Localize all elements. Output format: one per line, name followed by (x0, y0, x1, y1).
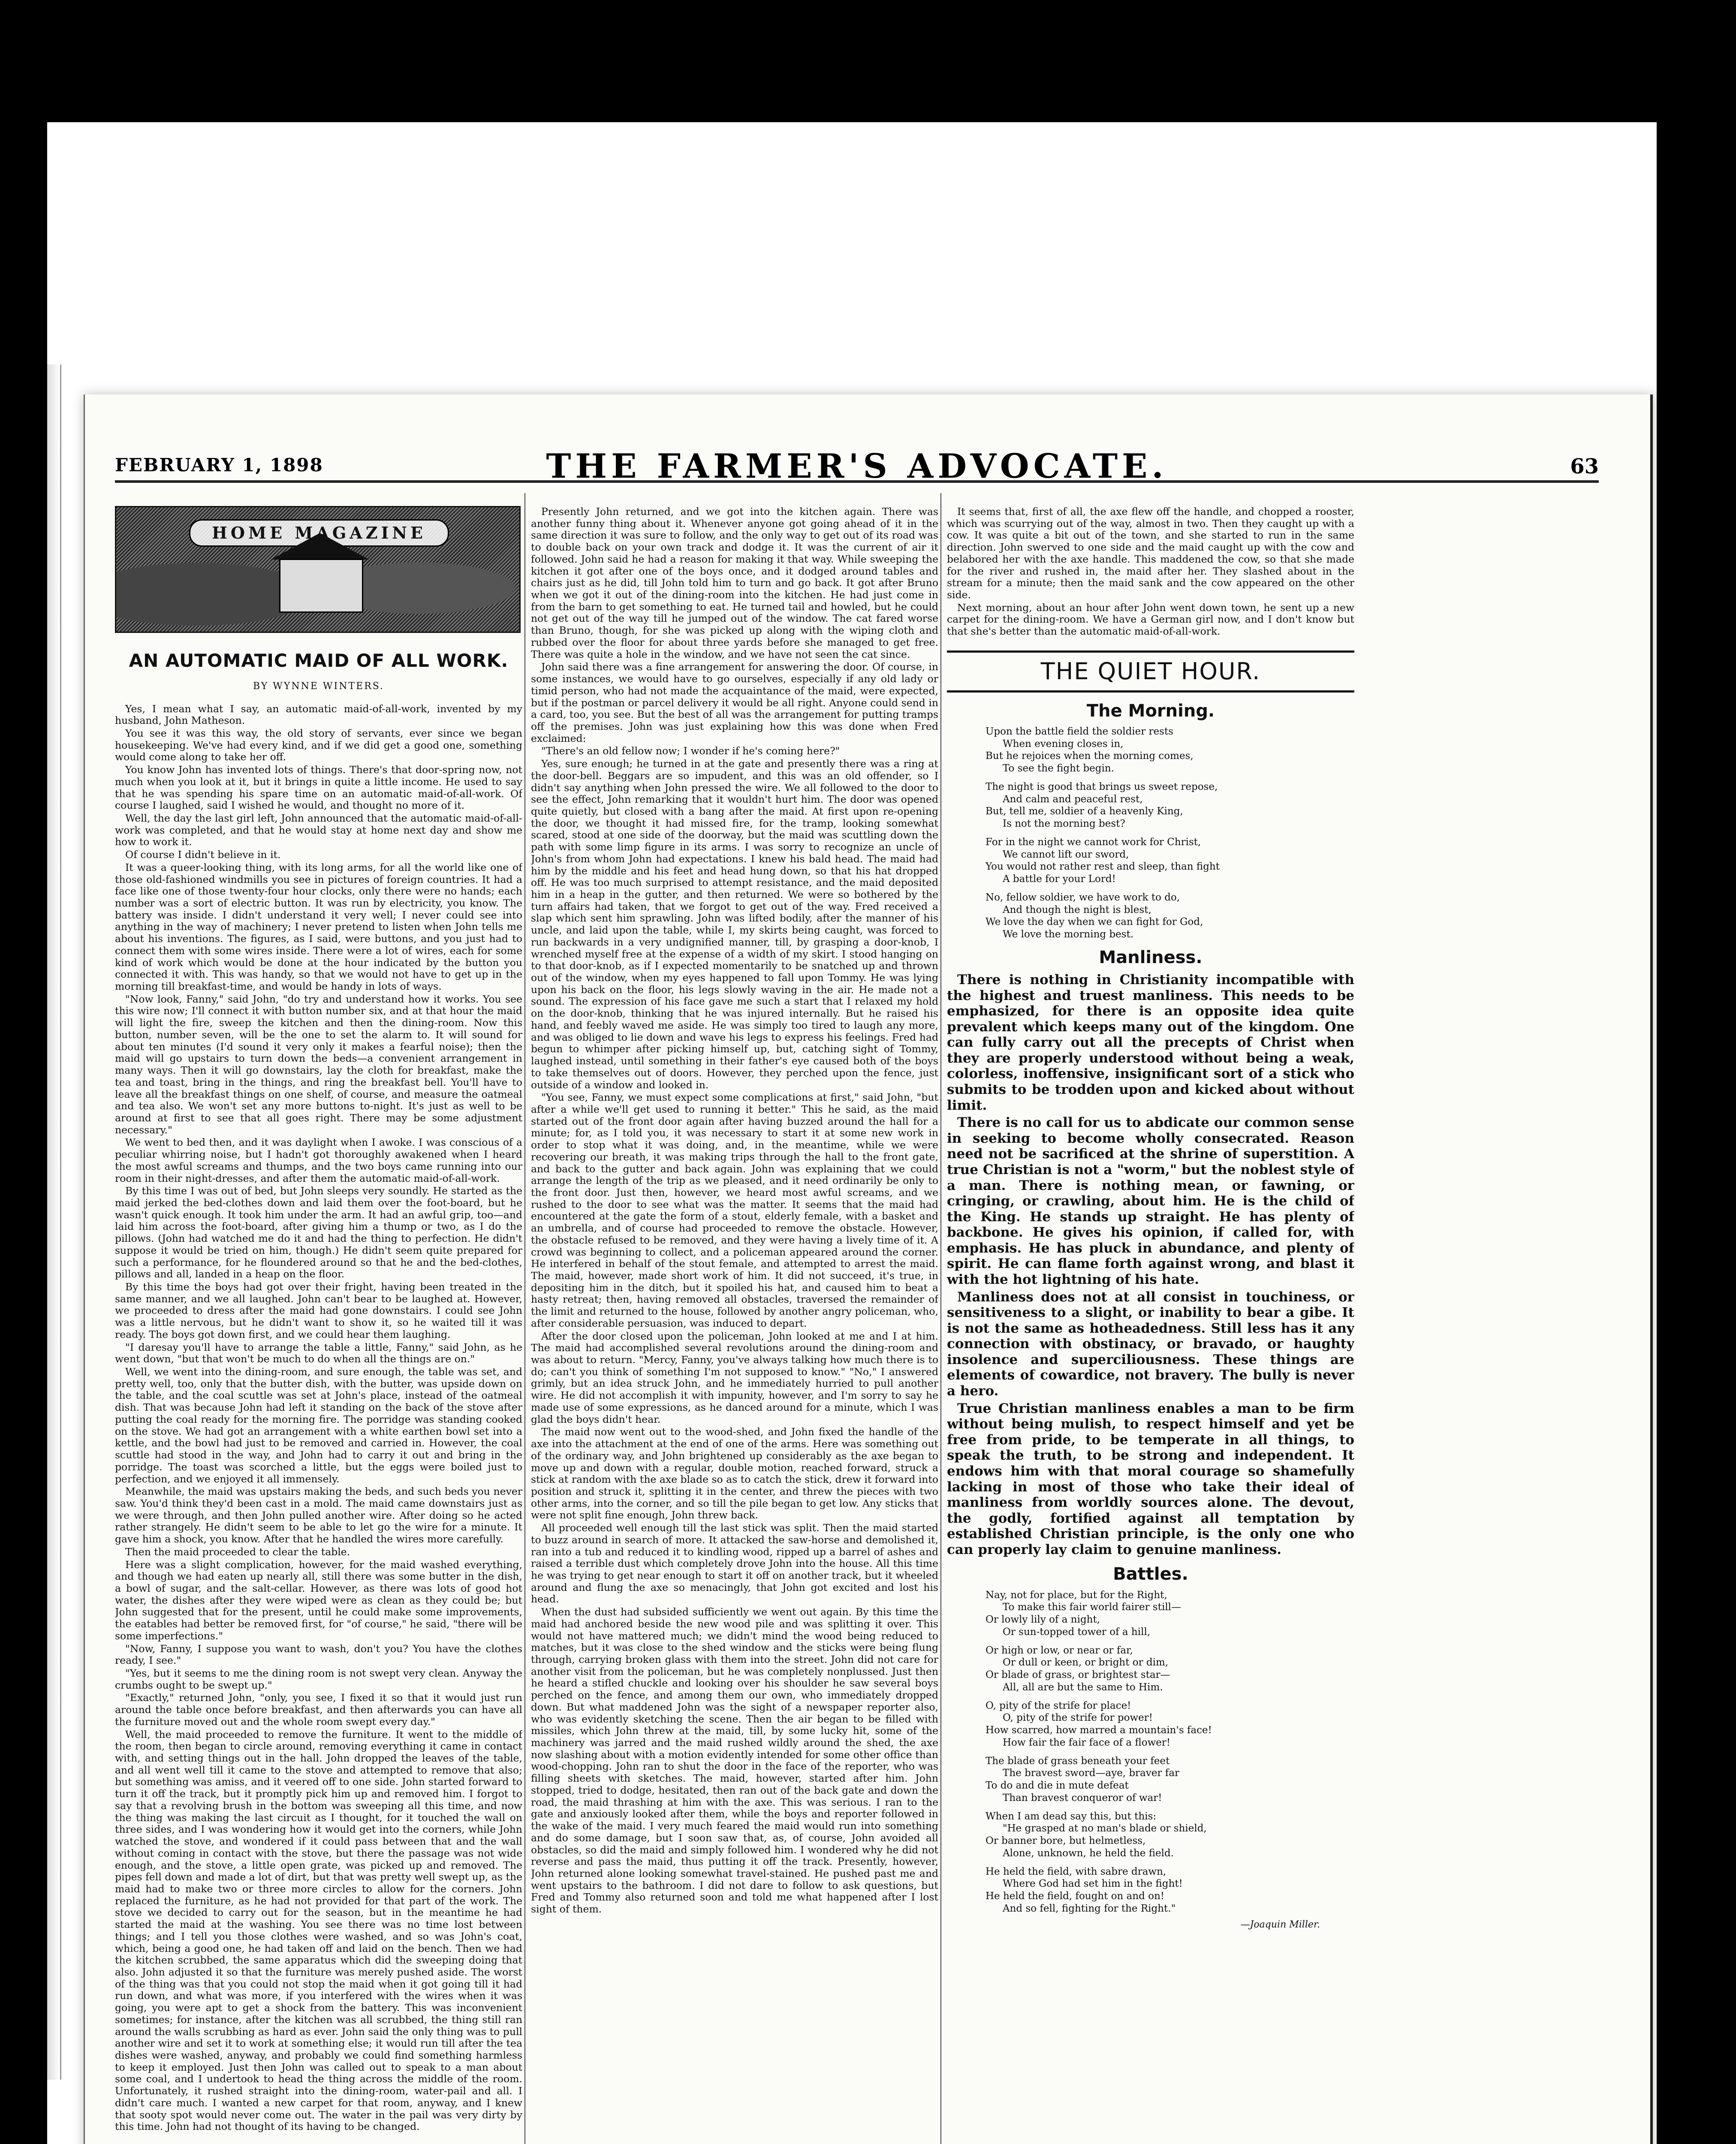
poem-line: But he rejoices when the morning comes, (986, 750, 1194, 762)
poem-line: Is not the morning best? (1003, 818, 1125, 830)
manliness-body (947, 972, 1354, 1557)
poem-line: To make this fair world fairer still— (1003, 1602, 1181, 1613)
poem-line: To do and die in mute defeat (986, 1780, 1129, 1792)
poem-line: Than bravest conqueror of war! (1003, 1792, 1162, 1804)
engraving-banner: HOME MAGAZINE (189, 519, 449, 547)
manliness-paragraph: Manliness does not at all consist in touchiness, or sensitiveness to a slight, or inability to bear a gibe. It is not the same as hotheadedness. Still less has it any connection with obstinacy, or bravado, or haughty insolence and superciliousness. These things are elements of cowardice, not bravery. The bully is never a hero. (947, 1289, 1354, 1399)
manliness-title: Manliness. (1099, 947, 1203, 967)
poem-line: O, pity of the strife for power! (1003, 1712, 1153, 1724)
poem-line: We cannot lift our sword, (1003, 849, 1129, 860)
poem-line: How scarred, how marred a mountain's face! (986, 1725, 1212, 1736)
article-paragraph: We went to bed then, and it was daylight when I awoke. I was conscious of a peculiar whirring noise, but I hadn't got thoroughly awakened when I heard the most awful screams and thumps, and the two boys came running into our room in their night-dresses, and after them the automatic maid-of-all-work. (115, 1136, 522, 1184)
stanza-gap (986, 775, 1354, 781)
manliness-paragraph: There is no call for us to abdicate our common sense in seeking to become wholly consecrated. Reason need not be sacrificed at the shrine of superstition. A true Christian is not a "worm," but the noblest style of a man. There is nothing mean, or fawning, or cringing, or crawling, about him. He is the child of the King. He stands up straight. He has plenty of backbone. He gives his opinion, if called for, with emphasis. He has pluck in abundance, and plenty of spirit. He can flame forth against wrong, and blast it with the hot lightning of his hate. (947, 1115, 1354, 1287)
page-header (115, 447, 1599, 486)
poem-line: Or dull or keen, or bright or dim, (1003, 1657, 1169, 1668)
article-paragraph: It seems that, first of all, the axe flew off the handle, and chopped a rooster, which was scurrying out of the way, almost in two. Then they caught up with a cow. It was quite a bit out of the town, and she started to run in the same direction. John swerved to one side and the maid caught up with the cow and belabored her with the axe handle. This maddened the cow, so that she made for the river and rushed in, the maid after her. They slashed about in the stream for a minute; then the maid sank and the cow appeared on the other side. (947, 506, 1354, 601)
poem-author: —Joaquin Miller. (1240, 1919, 1320, 1930)
manliness-paragraph: True Christian manliness enables a man to be firm without being mulish, to respect himself and yet be free from pride, to be temperate in all things, to speak the truth, to be strong and independent. It endows him with that moral courage so shamefully lacking in most of those who take their ideal of manliness from worldly sources alone. The devout, the godly, fortified against all temptation by established Christian principle, is the only one who can properly lay claim to genuine manliness. (947, 1400, 1354, 1557)
article-paragraph: "Now, Fanny, I suppose you want to wash, don't you? You have the clothes ready, I see." (115, 1642, 522, 1667)
article-paragraph: By this time I was out of bed, but John sleeps very soundly. He started as the maid jerked the bed-clothes down and laid them over the foot-board, but he wasn't quick enough. It took him under the arm. It had an awful grip, too—and laid him across the foot-board, after giving him a thump or two, as I do the pillows. (John had watched me do it and had the thing to perfection. He didn't suppose it would be tried on him, though.) He didn't seem quite prepared for such a performance, for he floundered around so that he and the bed-clothes, pillows and all, landed in a heap on the floor. (115, 1185, 522, 1280)
poem-line: He held the field, with sabre drawn, (986, 1866, 1166, 1877)
morning-poem-title: The Morning. (1086, 701, 1215, 721)
poem-line: The blade of grass beneath your feet (986, 1755, 1170, 1767)
poem-line: To see the fight begin. (1003, 763, 1114, 774)
morning-poem (986, 726, 1354, 941)
article-paragraph: Meanwhile, the maid was upstairs making the beds, and such beds you never saw. You'd think they'd been cast in a mold. The maid came downstairs just as we were through, and then John pulled another wire. After doing so he acted rather strangely. He didn't seem to be able to let go the wire for a minute. It gave him a shock, you know. After that he handled the wires more carefully. (115, 1485, 522, 1545)
article-paragraph: By this time the boys had got over their fright, having been treated in the same manner, and we all laughed. John can't bear to be laughed at. However, we proceeded to dress after the maid had gone downstairs. I could see John was a little nervous, but he didn't want to show it, so he waited till it was ready. The boys got down first, and we could hear them laughing. (115, 1281, 522, 1340)
poem-line: We love the morning best. (1003, 929, 1134, 940)
poem-line: O, pity of the strife for place! (986, 1700, 1131, 1711)
poem-line: Where God had set him in the fight! (1003, 1878, 1183, 1890)
article-body-continued (531, 506, 938, 1915)
article-paragraph: "Yes, but it seems to me the dining room is not swept very clean. Anyway the crumbs ought to be swept up." (115, 1667, 522, 1691)
engraving-house-roof (271, 533, 369, 560)
manliness-paragraph: There is nothing in Christianity incompatible with the highest and truest manliness. This needs to be emphasized, for there is an opposite idea quite prevalent which keeps many out of the kingdom. One can fully carry out all the precepts of Christ when they are properly understood without being a weak, colorless, inoffensive, insignificant sort of a stick who submits to be trodden upon and kicked about without limit. (947, 972, 1354, 1113)
column-1 (115, 506, 522, 2144)
page-number: 63 (1570, 455, 1599, 479)
poem-line: The bravest sword—aye, braver far (1003, 1768, 1180, 1779)
article-byline: BY WYNNE WINTERS. (253, 681, 385, 692)
poem-line: Or high or low, or near or far, (986, 1644, 1133, 1656)
home-magazine-engraving (115, 506, 521, 633)
poem-line: The night is good that brings us sweet repose, (986, 781, 1218, 792)
stanza-gap (986, 1694, 1354, 1700)
article-paragraph: John said there was a fine arrangement for answering the door. Of course, in some instances, we would have to go ourselves, especially if any old lady or timid person, who had not made the acquaintance of the maid, were expected, but if the postman or parcel delivery it would be all right. Anyone could send in a card, too, you see. But the best of all was the arrangement for putting tramps off the premises. John was just explaining how this was done when Fred exclaimed: (531, 661, 938, 744)
scan-border-top (0, 0, 1736, 122)
poem-line: Or lowly lily of a night, (986, 1614, 1100, 1626)
article-paragraph: "Now look, Fanny," said John, "do try and understand how it works. You see this wire now; I'll connect it with button number six, and at that hour the maid will light the fire, sweep the kitchen and then the dining-room. Now this button, number seven, will be the one to set the alarm to. It will sound for about ten minutes (I'd sound it very only it makes a fearful noise); then the maid will go upstairs to turn down the beds—a convenient arrangement in many ways. Then it will go downstairs, lay the cloth for breakfast, make the tea and toast, bring in the things, and ring the breakfast bell. You'll have to leave all the breakfast things on one shelf, of course, and measure the oatmeal and tea also. We won't set any more buttons to-night. It's just as well to be around at first to see that all goes right. There may be some adjustment necessary." (115, 993, 522, 1136)
article-paragraph: Then the maid proceeded to clear the table. (125, 1545, 350, 1558)
stanza-gap (986, 1860, 1354, 1866)
article-paragraph: Presently John returned, and we got into the kitchen again. There was another funny thing about it. Whenever anyone got going ahead of it in the same direction it was sure to follow, and the only way to get out of its road was to double back on your own track and dodge it. It was the current of air it followed. John said he had a reason for making it that way. While sweeping the kitchen it got after one of the boys once, and it dodged around tables and chairs just as he did, till John told him to turn and go back. It got after Bruno when we got it out of the dining-room into the kitchen. He had just come in from the barn to get something to eat. He turned tail and howled, but he could not get out of the way till he jumped out of the window. The cat fared worse than Bruno, though, for she was picked up along with the wiping cloth and rubbed over the floor for about three yards before she managed to get free. There was quite a hole in the window, and we have not seen the cat since. (531, 506, 938, 660)
poem-line: Nay, not for place, but for the Right, (986, 1589, 1167, 1601)
article-paragraph: Yes, sure enough; he turned in at the gate and presently there was a ring at the door-bell. Beggars are so impudent, and this was an old offender, so I didn't say anything when John pressed the wire. We all followed to the door to see the effect, John remarking that it wouldn't hurt him. The door was opened quite quietly, but closed with a bang after the maid. At first upon re-opening the door, we thought it had missed fire, for the tramp, looking somewhat scared, stood at one side of the doorway, but the maid was scuttling down the path with some limp figure in its arms. I was sorry to recognize an uncle of John's from whom John had expectations. I knew his bald head. The maid had him by the middle and his feet and head hung down, so that his hat dropped off. He was too much surprised to attempt resistance, and the maid deposited him in a heap in the gutter, and then returned. We were so bothered by the turn affairs had taken, that we forgot to get out of the way. Fred received a slap which sent him sprawling. John was lifted bodily, after the manner of his uncle, and laid upon the table, while I, my skirts being caught, was forced to run backwards in a very undignified manner, till, by grasping a door-knob, I wrenched myself free at the expense of a width of my skirt. I stood hanging on to that door-knob, as if I expected momentarily to be snatched up and thrown out of the window, when my eyes happened to fall upon Tommy. He was lying upon his back on the floor, his legs slowly waving in the air. He made not a sound. The expression of his face gave me such a start that I relaxed my hold on the door-knob, thinking that he was injured internally. But he raised his hand, and feebly waved me aside. He was simply too tired to laugh any more, and was obliged to lie down and wave his legs to express his feelings. Fred had begun to whimper after picking himself up, but, catching sight of Tommy, laughed instead, until something in their father's eye caused both of the boys to take themselves out of doors. However, they perched upon the fence, just outside of a window and looked in. (531, 758, 938, 1091)
quiet-hour-title: THE QUIET HOUR. (947, 650, 1354, 693)
column-rule (524, 493, 525, 2144)
article-paragraph: Well, we went into the dining-room, and sure enough, the table was set, and pretty well, too, only that the butter dish, with the butter, was upside down on the table, and the coal scuttle was set at John's place, instead of the oatmeal dish. That was because John had left it standing on the back of the stove after putting the coal ready for the morning fire. The porridge was standing cooked on the stove. We had got an arrangement with a white earthen bowl set into a kettle, and the bowl had just to be removed and carried in. However, the coal scuttle had stood in the way, and John had to carry it out and bring in the porridge. The toast was scorched a little, but the eggs were boiled just to perfection, and we enjoyed it all immensely. (115, 1366, 522, 1485)
poem-line: Or sun-topped tower of a hill, (1003, 1626, 1151, 1638)
stanza-gap (986, 1749, 1354, 1755)
battles-poem (986, 1589, 1354, 1915)
stanza-gap (986, 885, 1354, 891)
poem-line: And calm and peaceful rest, (1003, 793, 1143, 805)
article-paragraph: Yes, I mean what I say, an automatic maid-of-all-work, invented by my husband, John Matheson. (115, 702, 522, 727)
article-paragraph: "I daresay you'll have to arrange the table a little, Fanny," said John, as he went down, "but that won't be much to do when all the things are on." (115, 1341, 522, 1365)
scan-border-left (0, 0, 47, 2144)
poem-line: When I am dead say this, but this: (986, 1810, 1157, 1822)
poem-line: Upon the battle field the soldier rests (986, 726, 1174, 737)
poem-line: He held the field, fought on and on! (986, 1891, 1165, 1902)
article-paragraph: "There's an old fellow now; I wonder if he's coming here?" (541, 745, 840, 757)
poem-line: How fair the fair face of a flower! (1003, 1737, 1171, 1748)
article-paragraph: You see it was this way, the old story of servants, ever since we began housekeeping. We've had every kind, and if we did get a good one, something would come along to take her off. (115, 727, 522, 763)
scan-border-right (1657, 0, 1736, 2144)
article-paragraph: Of course I didn't believe in it. (125, 849, 281, 861)
poem-line: No, fellow soldier, we have work to do, (986, 891, 1180, 903)
article-title: AN AUTOMATIC MAID OF ALL WORK. (129, 650, 509, 671)
article-paragraph: The maid now went out to the wood-shed, and John fixed the handle of the axe into the attachment at the end of one of the arms. Here was something out of the ordinary way, and John brightened up considerably as the axe began to move up and down with a regular, double motion, reached forward, struck a stick at random with the axe blade so as to catch the stick, drew it forward into position and struck it, splitting it in the center, and threw the pieces with two other arms, into the corner, and so till the pile began to get low. Any sticks that were not split fine enough, John threw back. (531, 1426, 938, 1521)
poem-line: And so fell, fighting for the Right." (1003, 1903, 1176, 1914)
stanza-gap (986, 1804, 1354, 1810)
article-paragraph: It was a queer-looking thing, with its long arms, for all the world like one of those old-fashioned windmills you see in pictures of foreign countries. It had a face like one of those twenty-four hour clocks, only there were no hands; each number was a sort of electric button. It was run by electricity, you know. The battery was inside. I didn't understand it very well; I never could see into anything in the way of machinery; I never pretend to listen when John tells me about his inventions. The figures, as I said, were buttons, and you just had to connect them with some wires inside. There were a lot of wires, each for some kind of work which would be done at the hour indicated by the button you connected it with. This was handy, so that we would not have to get up in the morning till breakfast-time, and would be handy in lots of ways. (115, 861, 522, 993)
poem-line: Alone, unknown, he held the field. (1003, 1847, 1174, 1859)
previous-page-edge (47, 364, 61, 2080)
engraving-house (279, 559, 363, 613)
column-2 (531, 506, 938, 2144)
column-3 (947, 506, 1354, 2144)
poem-line: We love the day when we can fight for God, (986, 916, 1203, 928)
article-paragraph: Here was a slight complication, however, for the maid washed everything, and though we had eaten up nearly all, still there was some butter in the dish, a bowl of sugar, and the salt-cellar. However, as there was lots of good hot water, the dishes after they were wiped were as clean as they could be; but John suggested that for the present, until he could make some improvements, the eatables had better be removed first, for "of course," he said, "there will be some imperfections." (115, 1558, 522, 1642)
header-date: FEBRUARY 1, 1898 (115, 455, 323, 476)
poem-line: Or banner bore, but helmetless, (986, 1835, 1146, 1847)
article-paragraph: Well, the day the last girl left, John announced that the automatic maid-of-all-work was completed, and that he would stay at home next day and show me how to work it. (115, 812, 522, 848)
poem-line: A battle for your Lord! (1003, 873, 1116, 885)
article-body (115, 703, 522, 2133)
poem-line: But, tell me, soldier of a heavenly King, (986, 806, 1183, 817)
poem-line: All, all are but the same to Him. (1003, 1681, 1163, 1693)
publication-title: THE FARMER'S ADVOCATE. (546, 447, 1168, 486)
article-paragraph: When the dust had subsided sufficiently we went out again. By this time the maid had anchored beside the new wood pile and was splitting it over. This would not have mattered much; we didn't mind the wood being reduced to matches, but it was close to the shed window and the sticks were being flung through, carrying broken glass with them into the street. John did not care for another visit from the policeman, but he was completely nonplussed. Just then he heard a stifled chuckle and looking over his shoulder he saw several boys perched on the fence, and among them our own, who immediately dropped down. But what maddened John was the sight of a newspaper reporter also, who was evidently sketching the scene. Then the air began to be filled with missiles, which John threw at the maid, till, by some lucky hit, some of the machinery was jarred and the maid rushed wildly around the shed, the axe now slashing about with a motion evidently intended for some other office than wood-chopping. John ran to shut the door in the face of the reporter, who was filling sheets with sketches. The maid, however, started after him. John stopped, tried to dodge, hesitated, then ran out of the back gate and down the road, the maid thrashing at him with the axe. This was serious. I ran to the gate and anxiously looked after them, while the boys and reporter followed in the wake of the maid. I very much feared the maid would run into something and do some damage, but I soon saw that, as, of course, John avoided all obstacles, so did the maid and simply followed him. I wondered why he did not reverse and pass the maid, thus putting it off the track. Presently, however, John returned alone looking somewhat travel-stained. He pushed past me and went upstairs to the bathroom. I did not dare to follow to ask questions, but Fred and Tommy also returned soon and told me what happened after I lost sight of them. (531, 1606, 938, 1915)
stanza-gap (986, 830, 1354, 836)
article-paragraph: "You see, Fanny, we must expect some complications at first," said John, "but after a while we'll get used to running it better." This he said, as the maid started out of the front door again after having buzzed around the hall for a minute; for, as I told you, it was necessary to start it at some new work in order to stop what it was doing, and, in the meantime, while we were recovering our breath, it was making trips through the hall to the front gate, and back to the gutter and back again. John was explaining that we could arrange the length of the trip as we pleased, and it need ordinarily be only to the front door. Just then, however, we heard most awful screams, and we rushed to the door to see what was the matter. It seems that the maid had encountered at the gate the form of a stout, elderly female, with a basket and an umbrella, and of course had proceeded to remove the obstacle. However, the obstacle refused to be removed, and they were having a lively time of it. A crowd was beginning to collect, and a policeman appeared around the corner. He interfered in behalf of the stout female, and attempted to arrest the maid. The maid, however, made short work of him. It did not succeed, it's true, in depositing him in the ditch, but it spoiled his hat, and caused him to beat a hasty retreat; then, having removed all obstacles, traversed the remainder of the limit and returned to the house, followed by another angry policeman, who, after considerable persuasion, was induced to depart. (531, 1091, 938, 1329)
column-rule (940, 493, 941, 2144)
poem-line: Or blade of grass, or brightest star— (986, 1669, 1170, 1681)
article-paragraph: Next morning, about an hour after John went down town, he sent up a new carpet for the dining-room. We have a German girl now, and I don't know but that she's better than the automatic maid-of-all-work. (947, 601, 1354, 638)
article-body-end (947, 506, 1354, 638)
article-paragraph: After the door closed upon the policeman, John looked at me and I at him. The maid had accomplished several revolutions around the dining-room and was about to return. "Mercy, Fanny, you've always talking how much there is to do; can't you think of something I'm not supposed to know." "No," I answered grimly, but an idea struck John, and he immediately hurried to pull another wire. He did not accomplish it with impunity, however, and I'm sorry to say he made use of some expressions, as he danced around for a minute, which I was glad the boys didn't hear. (531, 1330, 938, 1425)
article-paragraph: Well, the maid proceeded to remove the furniture. It went to the middle of the room, then began to circle around, removing everything it came in contact with, and setting things out in the hall. John dropped the leaves of the table, and all went well till it came to the stove and attempted to remove that also; but something was amiss, and it veered off to one side. John started forward to turn it off the track, but it promptly pick him up and removed him. I forgot to say that a revolving brush in the bottom was sweeping all this time, and now the thing was making the last circuit as I thought, for it touched the wall on three sides, and I was wondering how it would get into the corners, while John watched the stove, and wondered if it could pass between that and the wall without coming in contact with the stove, but there the passage was not wide enough, and the stove, a little open grate, was picked up and removed. The pipes fell down and made a lot of dirt, but that was pretty well swept up, as the maid had to make two or three more circles to allow for the corners. John replaced the furniture, as he had not provided for that part of the work. The stove we decided to carry out for the season, but in the meantime he had started the maid at the washing. You see there was no time lost between things; and I tell you those clothes were washed, and so was John's coat, which, being a good one, he had taken off and laid on the bench. Then we had the kitchen scrubbed, the same apparatus which did the sweeping doing that also. John adjusted it so that the furniture was merely pushed aside. The worst of the thing was that you could not stop the maid when it got going till it had run down, and what was more, if you interfered with the wires when it was going, you were apt to get a shock from the battery. This was inconvenient sometimes; for instance, after the kitchen was all scrubbed, the thing still ran around the walls scrubbing as hard as ever. John said the only thing was to pull another wire and set it to work at something else; it would run till after the tea dishes were washed, anyway, and probably we could find something harmless to keep it employed. Just then John was called out to speak to a man about some coal, and I undertook to head the thing across the middle of the room. Unfortunately, it rushed straight into the dining-room, water-pail and all. I didn't care much. I wanted a new carpet for that room, anyway, and I knew that sooty spot would never come out. The water in the pail was very dirty by this time. John had not thought of its having to be changed. (115, 1728, 522, 2133)
poem-line: And though the night is blest, (1003, 904, 1151, 915)
article-paragraph: You know John has invented lots of things. There's that door-spring now, not much when you look at it, but it brings in quite a little income. He used to say that he was spending his spare time on an automatic maid-of-all-work. Of course I laughed, said I wished he would, and thought no more of it. (115, 764, 522, 812)
newspaper-page (84, 394, 1653, 2144)
battles-poem-title: Battles. (1113, 1564, 1188, 1584)
article-paragraph: "Exactly," returned John, "only, you see, I fixed it so that it would just run around the table once before breakfast, and then afterwards you can have all the furniture moved out and the whole room swept every day." (115, 1692, 522, 1728)
article-paragraph: All proceeded well enough till the last stick was split. Then the maid started to buzz around in search of more. It attacked the saw-horse and demolished it, ran into a tub and reduced it to kindling wood, ripped up a barrel of ashes and raised a terrible dust which completely drove John into the house. All this time he was trying to get near enough to start it off on another track, but it wheeled around and flung the axe so menacingly, that John got excited and lost his head. (531, 1522, 938, 1605)
stanza-gap (986, 1638, 1354, 1644)
poem-line: When evening closes in, (1003, 738, 1124, 750)
poem-line: For in the night we cannot work for Christ, (986, 836, 1201, 848)
poem-line: You would not rather rest and sleep, than fight (986, 861, 1220, 873)
poem-line: "He grasped at no man's blade or shield, (1003, 1823, 1207, 1834)
